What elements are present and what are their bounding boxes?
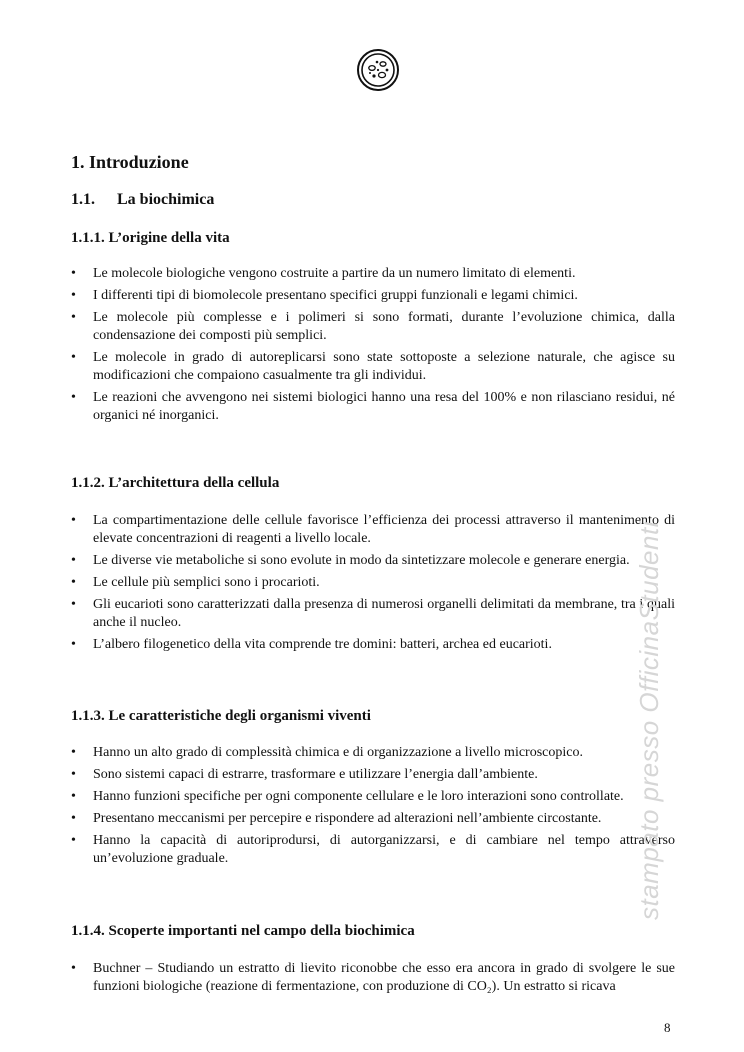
list-item: • Le molecole più complesse e i polimeri si sono formati, durante l’evoluzione chimica, dalla condensazione dei composti più semplici. <box>71 309 675 345</box>
list-item: • Buchner – Studiando un estratto di lievito riconobbe che esso era ancora in grado di svolgere le sue funzioni biologiche (reazione di fermentazione, con produzione di CO₂). Un estratto si ricava <box>71 960 675 996</box>
page-number: 8 <box>664 1020 671 1035</box>
list-item: • Hanno funzioni specifiche per ogni componente cellulare e le loro interazioni sono controllate. <box>71 788 675 806</box>
list-item: • Sono sistemi capaci di estrarre, trasformare e utilizzare l’energia dall’ambiente. <box>71 766 675 784</box>
subsection-heading-origine: 1.1.1. L’origine della vita <box>71 230 230 246</box>
bullet-list-scoperte <box>71 960 675 1000</box>
list-item: • L’albero filogenetico della vita comprende tre domini: batteri, archea ed eucarioti. <box>71 636 675 654</box>
list-item: • Le cellule più semplici sono i procarioti. <box>71 574 675 592</box>
bullet-list-architettura <box>71 512 675 658</box>
bullet-list-caratteristiche <box>71 744 675 872</box>
list-item: • Gli eucarioti sono caratterizzati dalla presenza di numerosi organelli delimitati da membrane, tra i quali anche il nucleo. <box>71 596 675 632</box>
list-item: • Hanno la capacità di autoriprodursi, di autorganizzarsi, e di cambiare nel tempo attraverso un’evoluzione graduale. <box>71 832 675 868</box>
list-item: • Le diverse vie metaboliche si sono evolute in modo da sintetizzare molecole e generare energia. <box>71 552 675 570</box>
section-number: 1.1. <box>71 191 95 208</box>
bullet-list-origine <box>71 265 675 429</box>
list-item: • Presentano meccanismi per percepire e rispondere ad alterazioni nell’ambiente circostante. <box>71 810 675 828</box>
watermark: stampato presso OfficinaStudenti <box>634 521 664 920</box>
section-name: La biochimica <box>117 191 215 208</box>
subsection-heading-scoperte: 1.1.4. Scoperte importanti nel campo della biochimica <box>71 923 415 939</box>
list-item: • Le molecole in grado di autoreplicarsi sono state sottoposte a selezione naturale, che agisce su modificazioni che compaiono casualmente tra gli individui. <box>71 349 675 385</box>
subsection-heading-caratteristiche: 1.1.3. Le caratteristiche degli organismi viventi <box>71 708 371 724</box>
section-title <box>71 191 214 209</box>
list-item: • I differenti tipi di biomolecole presentano specifici gruppi funzionali e legami chimici. <box>71 287 675 305</box>
subsection-heading-architettura: 1.1.2. L’architettura della cellula <box>71 475 280 491</box>
list-item: • La compartimentazione delle cellule favorisce l’efficienza dei processi attraverso il mantenimento di elevate concentrazioni di reagenti a livello locale. <box>71 512 675 548</box>
list-item: • Le molecole biologiche vengono costruite a partire da un numero limitato di elementi. <box>71 265 675 283</box>
chapter-title: 1. Introduzione <box>71 152 189 172</box>
list-item: • Le reazioni che avvengono nei sistemi biologici hanno una resa del 100% e non rilasciano residui, né organici né inorganici. <box>71 389 675 425</box>
petri-dish-logo-icon <box>356 48 400 92</box>
list-item: • Hanno un alto grado di complessità chimica e di organizzazione a livello microscopico. <box>71 744 675 762</box>
